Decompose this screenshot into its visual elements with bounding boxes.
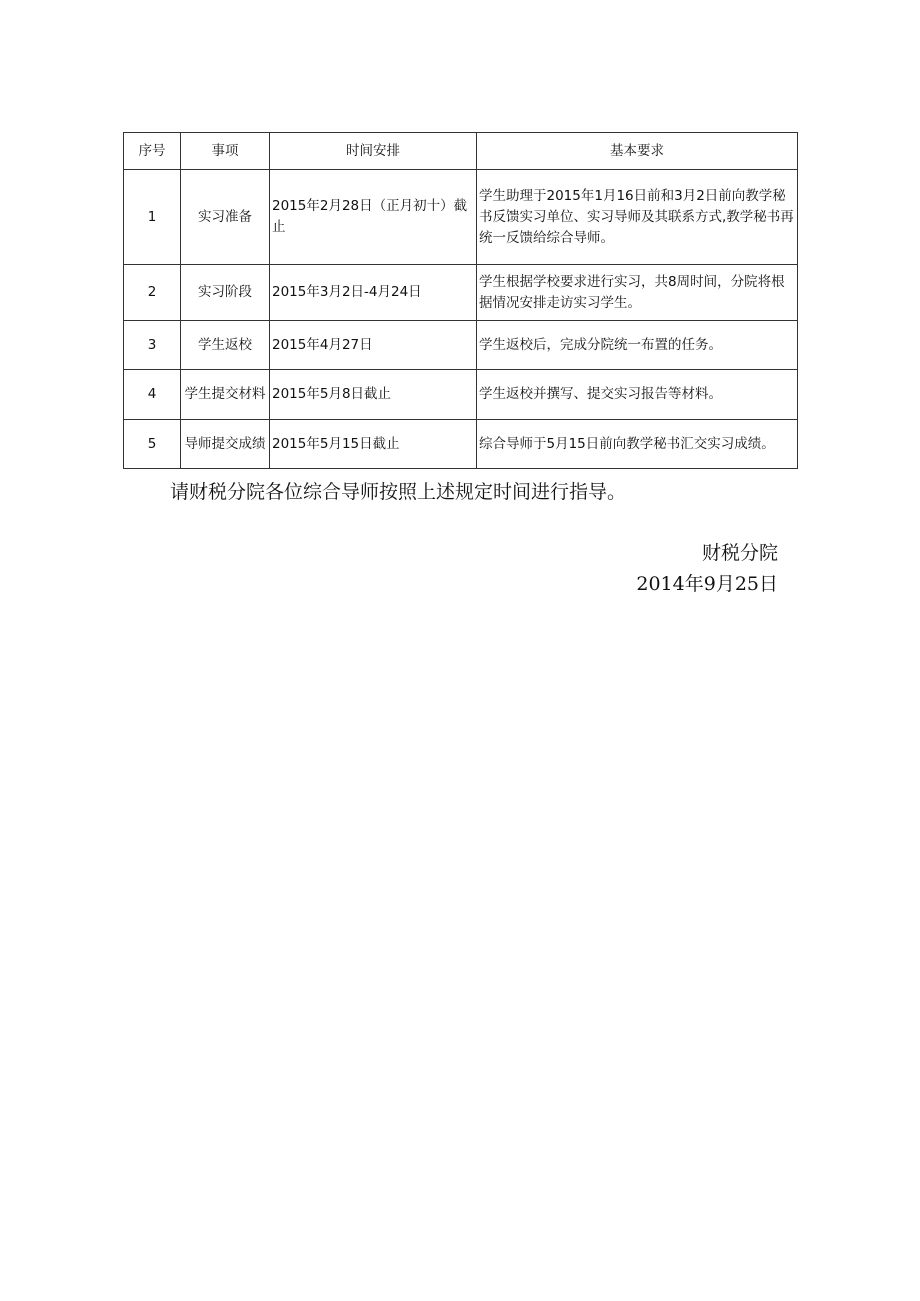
cell-time: 2015年4月27日 <box>270 321 477 370</box>
table-row <box>124 370 798 420</box>
cell-requirement: 综合导师于5月15日前向教学秘书汇交实习成绩。 <box>477 420 798 469</box>
cell-requirement: 学生助理于2015年1月16日前和3月2日前向教学秘书反馈实习单位、实习导师及其联系方式,教学秘书再统一反馈给综合导师。 <box>477 170 798 265</box>
table-row <box>124 321 798 370</box>
signature-organization: 财税分院 <box>701 542 778 564</box>
table-row <box>124 265 798 321</box>
signature-date: 2014年9月25日 <box>636 573 778 595</box>
cell-requirement: 学生返校后，完成分院统一布置的任务。 <box>477 321 798 370</box>
cell-time: 2015年5月15日截止 <box>270 420 477 469</box>
cell-requirement: 学生根据学校要求进行实习，共8周时间，分院将根据情况安排走访实习学生。 <box>477 265 798 321</box>
cell-item: 学生提交材料 <box>181 370 270 420</box>
cell-item: 实习阶段 <box>181 265 270 321</box>
header-requirement: 基本要求 <box>477 133 798 170</box>
cell-no: 5 <box>124 420 181 469</box>
cell-item: 学生返校 <box>181 321 270 370</box>
table-header-row <box>124 133 798 170</box>
cell-time: 2015年5月8日截止 <box>270 370 477 420</box>
schedule-table <box>123 132 798 469</box>
cell-item: 导师提交成绩 <box>181 420 270 469</box>
header-no: 序号 <box>124 133 181 170</box>
header-time: 时间安排 <box>270 133 477 170</box>
cell-time: 2015年2月28日（正月初十）截止 <box>270 170 477 265</box>
table-row <box>124 170 798 265</box>
table-row <box>124 420 798 469</box>
cell-requirement: 学生返校并撰写、提交实习报告等材料。 <box>477 370 798 420</box>
cell-item: 实习准备 <box>181 170 270 265</box>
cell-no: 3 <box>124 321 181 370</box>
cell-time: 2015年3月2日-4月24日 <box>270 265 477 321</box>
header-item: 事项 <box>181 133 270 170</box>
cell-no: 2 <box>124 265 181 321</box>
closing-paragraph: 请财税分院各位综合导师按照上述规定时间进行指导。 <box>170 481 627 503</box>
cell-no: 1 <box>124 170 181 265</box>
cell-no: 4 <box>124 370 181 420</box>
